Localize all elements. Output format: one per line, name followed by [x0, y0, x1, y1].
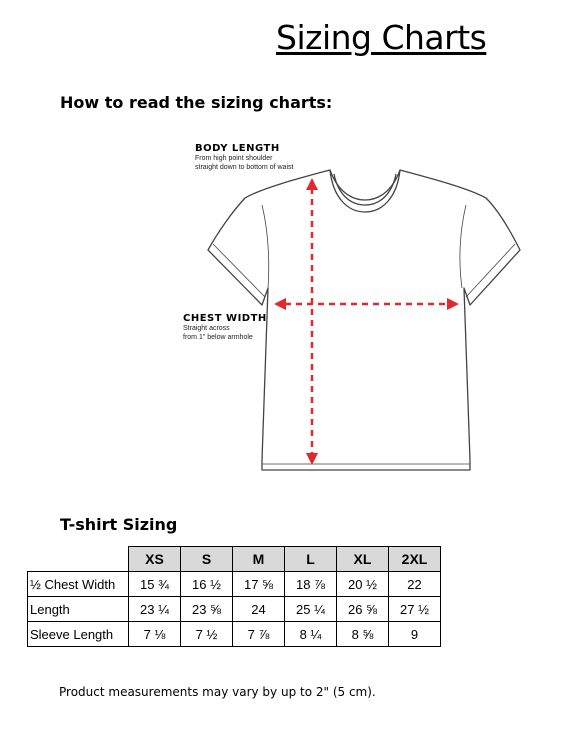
chest-width-desc-1: Straight across	[183, 325, 230, 332]
size-header-row	[28, 547, 441, 572]
size-header: S	[181, 547, 233, 572]
row-label: ½ Chest Width	[28, 572, 129, 597]
table-row	[28, 622, 441, 647]
table-cell: 20 ½	[337, 572, 389, 597]
table-cell: 22	[389, 572, 441, 597]
body-length-desc-1: From high point shoulder	[195, 155, 273, 162]
table-cell: 9	[389, 622, 441, 647]
table-cell: 8 ¼	[285, 622, 337, 647]
table-cell: 7 ½	[181, 622, 233, 647]
table-row	[28, 572, 441, 597]
table-cell: 24	[233, 597, 285, 622]
size-header: XL	[337, 547, 389, 572]
how-to-read-heading: How to read the sizing charts:	[60, 93, 333, 112]
table-cell: 23 ¼	[129, 597, 181, 622]
table-cell: 23 ⅝	[181, 597, 233, 622]
size-header: L	[285, 547, 337, 572]
body-length-title: BODY LENGTH	[195, 143, 280, 154]
table-cell: 7 ⅞	[233, 622, 285, 647]
tshirt-diagram	[180, 140, 525, 480]
table-cell: 26 ⅝	[337, 597, 389, 622]
body-length-desc-2: straight down to bottom of waist	[195, 164, 294, 171]
header-blank-cell	[28, 547, 129, 572]
table-cell: 7 ⅛	[129, 622, 181, 647]
table-row	[28, 597, 441, 622]
body-length-callout	[195, 143, 293, 172]
table-cell: 18 ⅞	[285, 572, 337, 597]
size-header: 2XL	[389, 547, 441, 572]
table-cell: 17 ⅝	[233, 572, 285, 597]
table-cell: 25 ¼	[285, 597, 337, 622]
size-header: M	[233, 547, 285, 572]
chest-width-callout	[183, 313, 267, 342]
measurement-note: Product measurements may vary by up to 2" (5 cm).	[59, 685, 376, 699]
chest-width-title: CHEST WIDTH	[183, 313, 267, 324]
table-cell: 16 ½	[181, 572, 233, 597]
size-table	[27, 546, 441, 647]
chest-width-desc-2: from 1" below armhole	[183, 334, 253, 341]
row-label: Sleeve Length	[28, 622, 129, 647]
table-cell: 8 ⅝	[337, 622, 389, 647]
tshirt-sizing-heading: T-shirt Sizing	[60, 515, 178, 534]
table-cell: 15 ¾	[129, 572, 181, 597]
table-cell: 27 ½	[389, 597, 441, 622]
row-label: Length	[28, 597, 129, 622]
page-title: Sizing Charts	[276, 18, 487, 57]
size-header: XS	[129, 547, 181, 572]
